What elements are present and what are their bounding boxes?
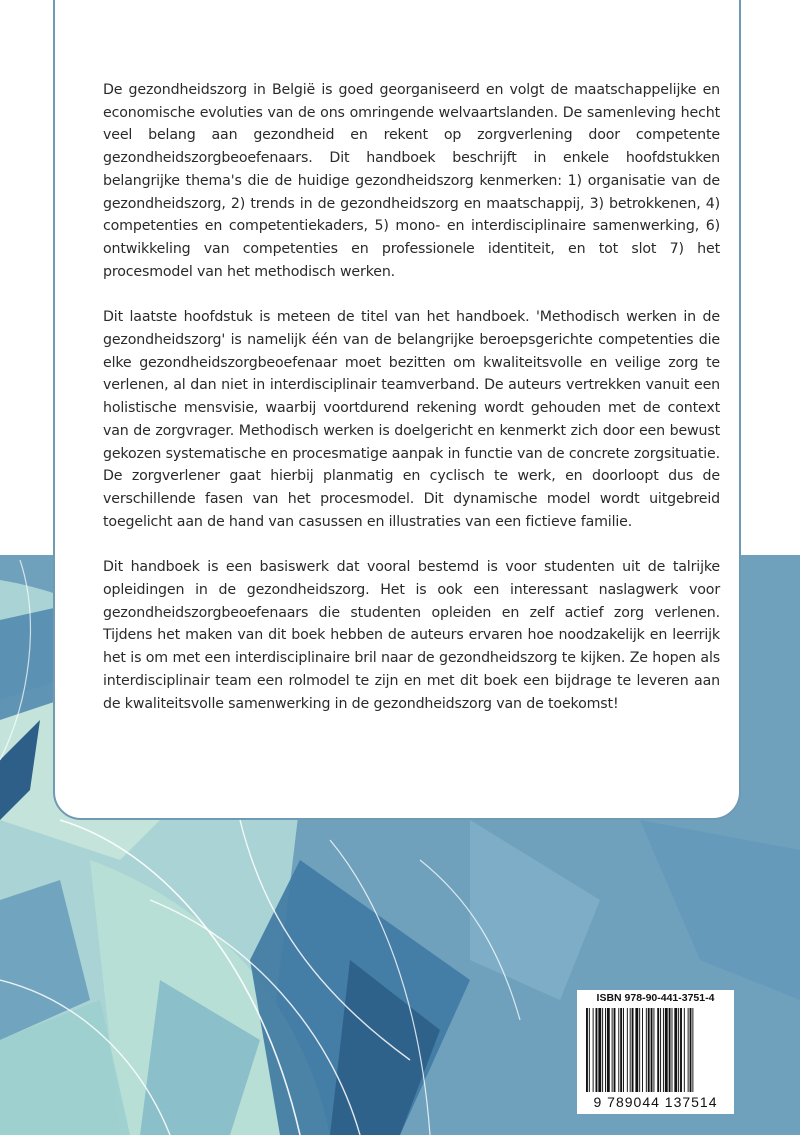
blurb-paragraph-1: De gezondheidszorg in België is goed georganiseerd en volgt de maatschappelijke en economische evoluties van de ons omringende welvaartslanden. De samenleving hecht veel belang aan gezondheid en rekent op zorgverlening door competente gezondheidszorgbeoefenaars. Dit handboek beschrijft in enkele hoofdstukken belangrijke thema's die de huidige gezondheidszorg kenmerken: 1) organisatie van de gezondheidszorg, 2) trends in de gezondheidszorg en maatschappij, 3) betrokkenen, 4) competenties en competentiekaders, 5) mono- en interdisciplinaire samenwerking, 6) ontwikkeling van competenties en professionele identiteit, en tot slot 7) het procesmodel van het methodisch werken. [103, 82, 720, 280]
barcode-box [577, 990, 734, 1114]
blurb-paragraph-2: Dit laatste hoofdstuk is meteen de titel van het handboek. 'Methodisch werken in de gezondheidszorg' is namelijk één van de belangrijke beroepsgerichte competenties die elke gezondheidszorgbeoefenaar moet bezitten om kwaliteitsvolle en veilige zorg te verlenen, al dan niet in interdisciplinair teamverband. De auteurs vertrekken vanuit een holistische mensvisie, waarbij voortdurend rekening wordt gehouden met de context van de zorgvrager. Methodisch werken is doelgericht en kenmerkt zich door een bewust gekozen systematische en procesmatige aanpak in functie van de concrete zorgsituatie. De zorgverlener gaat hierbij planmatig en cyclisch te werk, en doorloopt dus de verschillende fasen van het procesmodel. Dit dynamische model wordt uitgebreid toegelicht aan de hand van casussen en illustraties van een fictieve familie. [103, 309, 720, 530]
ean-digits: 9 789044 137514 [593, 1094, 718, 1110]
blurb-paragraph-3: Dit handboek is een basiswerk dat vooral bestemd is voor studenten uit de talrijke opleidingen in de gezondheidszorg. Het is ook een interessant naslagwerk voor gezondheidszorgbeoefenaars die studenten opleiden en zelf actief zorg verlenen. Tijdens het maken van dit boek hebben de auteurs ervaren hoe noodzakelijk en leerrijk het is om met een interdisciplinaire bril naar de gezondheidszorg te kijken. Ze hopen als interdisciplinair team een rolmodel te zijn en met dit boek een bijdrage te leveren aan de kwaliteitsvolle samenwerking in de gezondheidszorg van de toekomst! [103, 559, 720, 712]
blurb-text [103, 79, 720, 738]
isbn-label: ISBN 978-90-441-3751-4 [596, 992, 715, 1004]
barcode-icon [586, 1008, 725, 1092]
